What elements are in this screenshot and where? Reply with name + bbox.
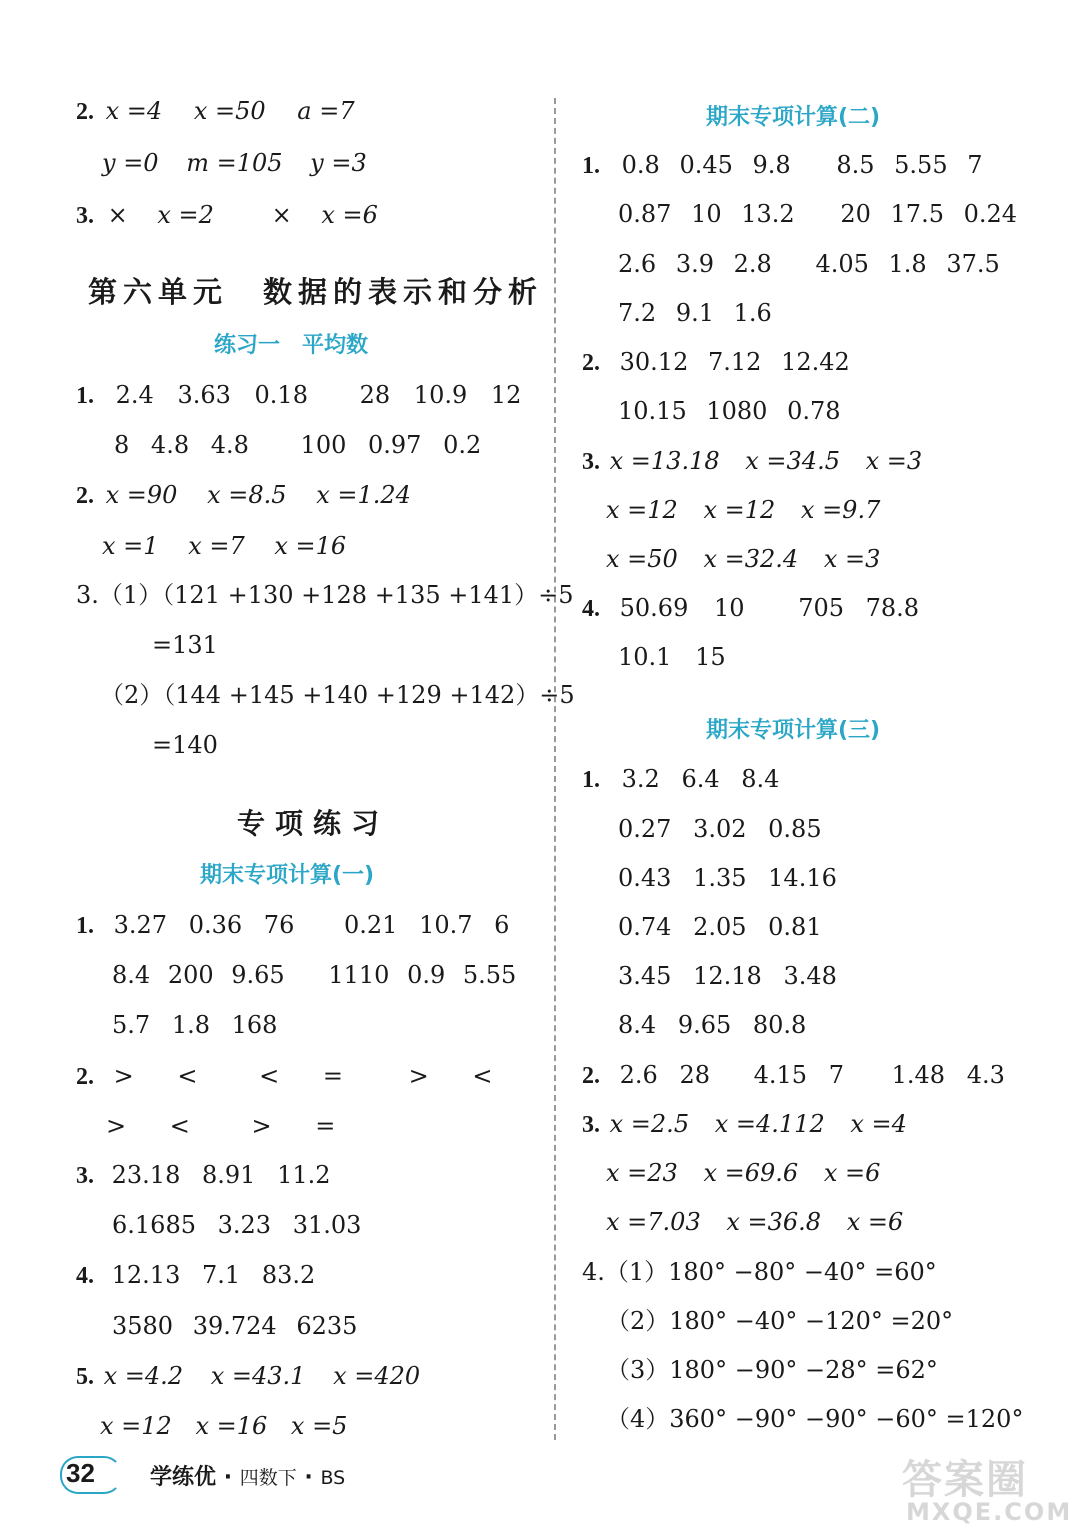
answer-line: x =12 x =16 x =5 — [100, 1412, 348, 1440]
watermark-logo: 答案圈 MXQE.COM — [902, 1457, 1073, 1526]
answer-line: 4. 50.69 10 705 78.8 — [582, 594, 920, 622]
answer-line: x =12 x =12 x =9.7 — [606, 496, 881, 524]
answer-line: x =1 x =7 x =16 — [102, 532, 347, 560]
answer-line: 2. x =4 x =50 a =7 — [76, 97, 355, 125]
answer-line: 2. 30.12 7.12 12.42 — [582, 348, 850, 376]
answer-line: 0.74 2.05 0.81 — [618, 913, 822, 941]
answer-line: =131 — [152, 631, 218, 659]
answer-line: 8.4 200 9.65 1110 0.9 5.55 — [112, 961, 517, 989]
answer-line: 2. x =90 x =8.5 x =1.24 — [76, 481, 411, 509]
answer-line: （2）（144 +145 +140 +129 +142）÷5 — [100, 681, 575, 709]
column-divider — [554, 98, 556, 1440]
answer-line: 3.（1）（121 +130 +128 +135 +141）÷5 — [76, 581, 574, 609]
answer-line: 7.2 9.1 1.6 — [618, 299, 772, 327]
answer-line: 0.87 10 13.2 20 17.5 0.24 — [618, 200, 1018, 228]
answer-line: （2）180° −40° −120° =20° — [606, 1307, 954, 1335]
answer-line: 2. 2.6 28 4.15 7 1.48 4.3 — [582, 1061, 1005, 1089]
answer-line: 3. x =13.18 x =34.5 x =3 — [582, 447, 923, 475]
answer-line: 1. 2.4 3.63 0.18 28 10.9 12 — [76, 381, 522, 409]
book-footer: 学练优 · 四数下 · BS — [150, 1465, 346, 1490]
page-number: 32 — [66, 1458, 95, 1489]
exercise-title: 期末专项计算(二) — [706, 105, 881, 130]
answer-line: x =50 x =32.4 x =3 — [606, 545, 881, 573]
answer-line: 3. × x =2 × x =6 — [76, 201, 378, 229]
answer-line: 1. 3.2 6.4 8.4 — [582, 765, 780, 793]
unit-title: 第六单元 数据的表示和分析 — [88, 275, 544, 309]
exercise-title: 练习一 平均数 — [214, 333, 369, 358]
page-number-bracket-icon — [60, 1456, 122, 1494]
exercise-title: 期末专项计算(一) — [200, 863, 375, 888]
answer-line: 0.27 3.02 0.85 — [618, 815, 822, 843]
answer-line: 4.（1）180° −80° −40° =60° — [582, 1258, 937, 1286]
answer-line: 1. 0.8 0.45 9.8 8.5 5.55 7 — [582, 151, 983, 179]
answer-line: 5. x =4.2 x =43.1 x =420 — [76, 1362, 421, 1390]
answer-line: x =23 x =69.6 x =6 — [606, 1159, 881, 1187]
answer-line: 3.45 12.18 3.48 — [618, 962, 837, 990]
answer-line: 6.1685 3.23 31.03 — [112, 1211, 362, 1239]
answer-line: 3580 39.724 6235 — [112, 1312, 358, 1340]
answer-line: 2.6 3.9 2.8 4.05 1.8 37.5 — [618, 250, 1000, 278]
answer-line: 2. > < < = > < — [76, 1062, 493, 1090]
answer-line: x =7.03 x =36.8 x =6 — [606, 1208, 904, 1236]
answer-line: y =0 m =105 y =3 — [102, 149, 367, 177]
answer-line: 8 4.8 4.8 100 0.97 0.2 — [114, 431, 482, 459]
answer-line: 1. 3.27 0.36 76 0.21 10.7 6 — [76, 911, 510, 939]
answer-line: 3. 23.18 8.91 11.2 — [76, 1161, 331, 1189]
answer-line: > < > = — [106, 1112, 336, 1140]
answer-line: 10.15 1080 0.78 — [618, 397, 841, 425]
section-title: 专项练习 — [237, 807, 390, 840]
answer-line: 0.43 1.35 14.16 — [618, 864, 837, 892]
answer-line: 8.4 9.65 80.8 — [618, 1011, 807, 1039]
answer-line: 10.1 15 — [618, 643, 726, 671]
answer-line: （4）360° −90° −90° −60° =120° — [606, 1405, 1024, 1433]
answer-line: （3）180° −90° −28° =62° — [606, 1356, 938, 1384]
answer-line: 4. 12.13 7.1 83.2 — [76, 1261, 316, 1289]
answer-line: =140 — [152, 731, 218, 759]
answer-line: 3. x =2.5 x =4.112 x =4 — [582, 1110, 907, 1138]
exercise-title: 期末专项计算(三) — [706, 718, 881, 743]
answer-line: 5.7 1.8 168 — [112, 1011, 278, 1039]
